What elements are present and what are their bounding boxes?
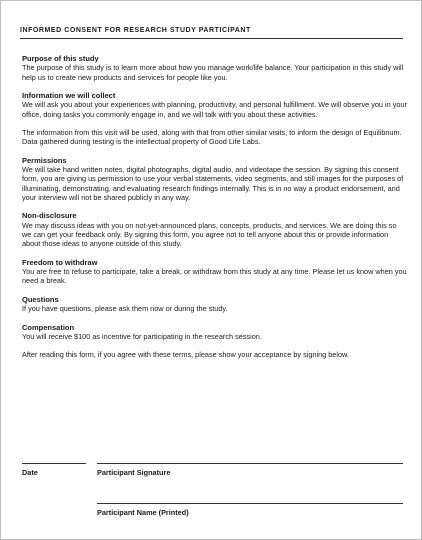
document-title: INFORMED CONSENT FOR RESEARCH STUDY PARTICIPANT xyxy=(20,27,251,34)
section-heading: Purpose of this study xyxy=(22,54,99,63)
section-paragraph: We will take hand written notes, digital photographs, digital audio, and videotape the session. By signing this consent form, you are giving us permission to use your verbal statements, video segments, and still images for the purposes of illuminating, demonstrating, and evaluating research findings internally. This is in no way a product endorsement, and your interview will not be shared publicly in any way. xyxy=(22,165,404,203)
printed-name-line[interactable] xyxy=(97,503,403,504)
section-compensation xyxy=(22,323,407,360)
section-paragraph: We will ask you about your experiences with planning, productivity, and personal fulfillment. We will observe you in your office, doing tasks you commonly engage in, and we will talk with you about these activities. xyxy=(22,100,407,119)
section-heading: Freedom to withdraw xyxy=(22,257,98,267)
section-paragraph: The purpose of this study is to learn more about how you manage work/life balance. Your participation in this study will help us to create new products and services for people like you. xyxy=(22,63,404,82)
form-body xyxy=(22,54,407,369)
header-divider xyxy=(20,38,403,39)
printed-name-label: Participant Name (Printed) xyxy=(97,508,189,517)
section-heading: Non-disclosure xyxy=(22,211,77,221)
section-information-we-will-collect xyxy=(22,91,407,147)
section-paragraph: We may discuss ideas with you on not-yet-announced plans, concepts, products, and services. We are doing this so we can get your feedback only. By signing this form, you agree not to tell anyone about this or provide information about those ideas to anyone outside of this study. xyxy=(22,220,397,249)
section-freedom-to-withdraw xyxy=(22,258,407,286)
section-purpose-of-this-study xyxy=(22,54,407,82)
date-line[interactable] xyxy=(22,463,86,464)
section-heading: Permissions xyxy=(22,155,67,165)
signature-line[interactable] xyxy=(97,463,403,464)
section-heading: Compensation xyxy=(22,322,75,332)
section-paragraph: You will receive $100 as incentive for participating in the research session. xyxy=(22,331,262,341)
section-heading: Information we will collect xyxy=(22,91,116,101)
section-paragraph: The information from this visit will be used, along with that from other similar visits, to inform the design of Equilibrium. Data gathered during testing is the intellectual property of Good Life Labs. xyxy=(22,128,402,147)
section-paragraph: You are free to refuse to participate, take a break, or withdraw from this study at any time. Please let us know when you need a break. xyxy=(22,267,407,286)
section-paragraph: After reading this form, if you agree with these terms, please show your acceptance by signing below. xyxy=(22,350,349,360)
section-heading: Questions xyxy=(22,294,59,304)
section-paragraph: If you have questions, please ask them now or during the study. xyxy=(22,304,228,314)
signature-block xyxy=(22,463,403,523)
date-label: Date xyxy=(22,468,38,477)
section-permissions xyxy=(22,156,407,203)
section-non-disclosure xyxy=(22,211,407,248)
section-questions xyxy=(22,295,407,314)
signature-label: Participant Signature xyxy=(97,468,171,477)
